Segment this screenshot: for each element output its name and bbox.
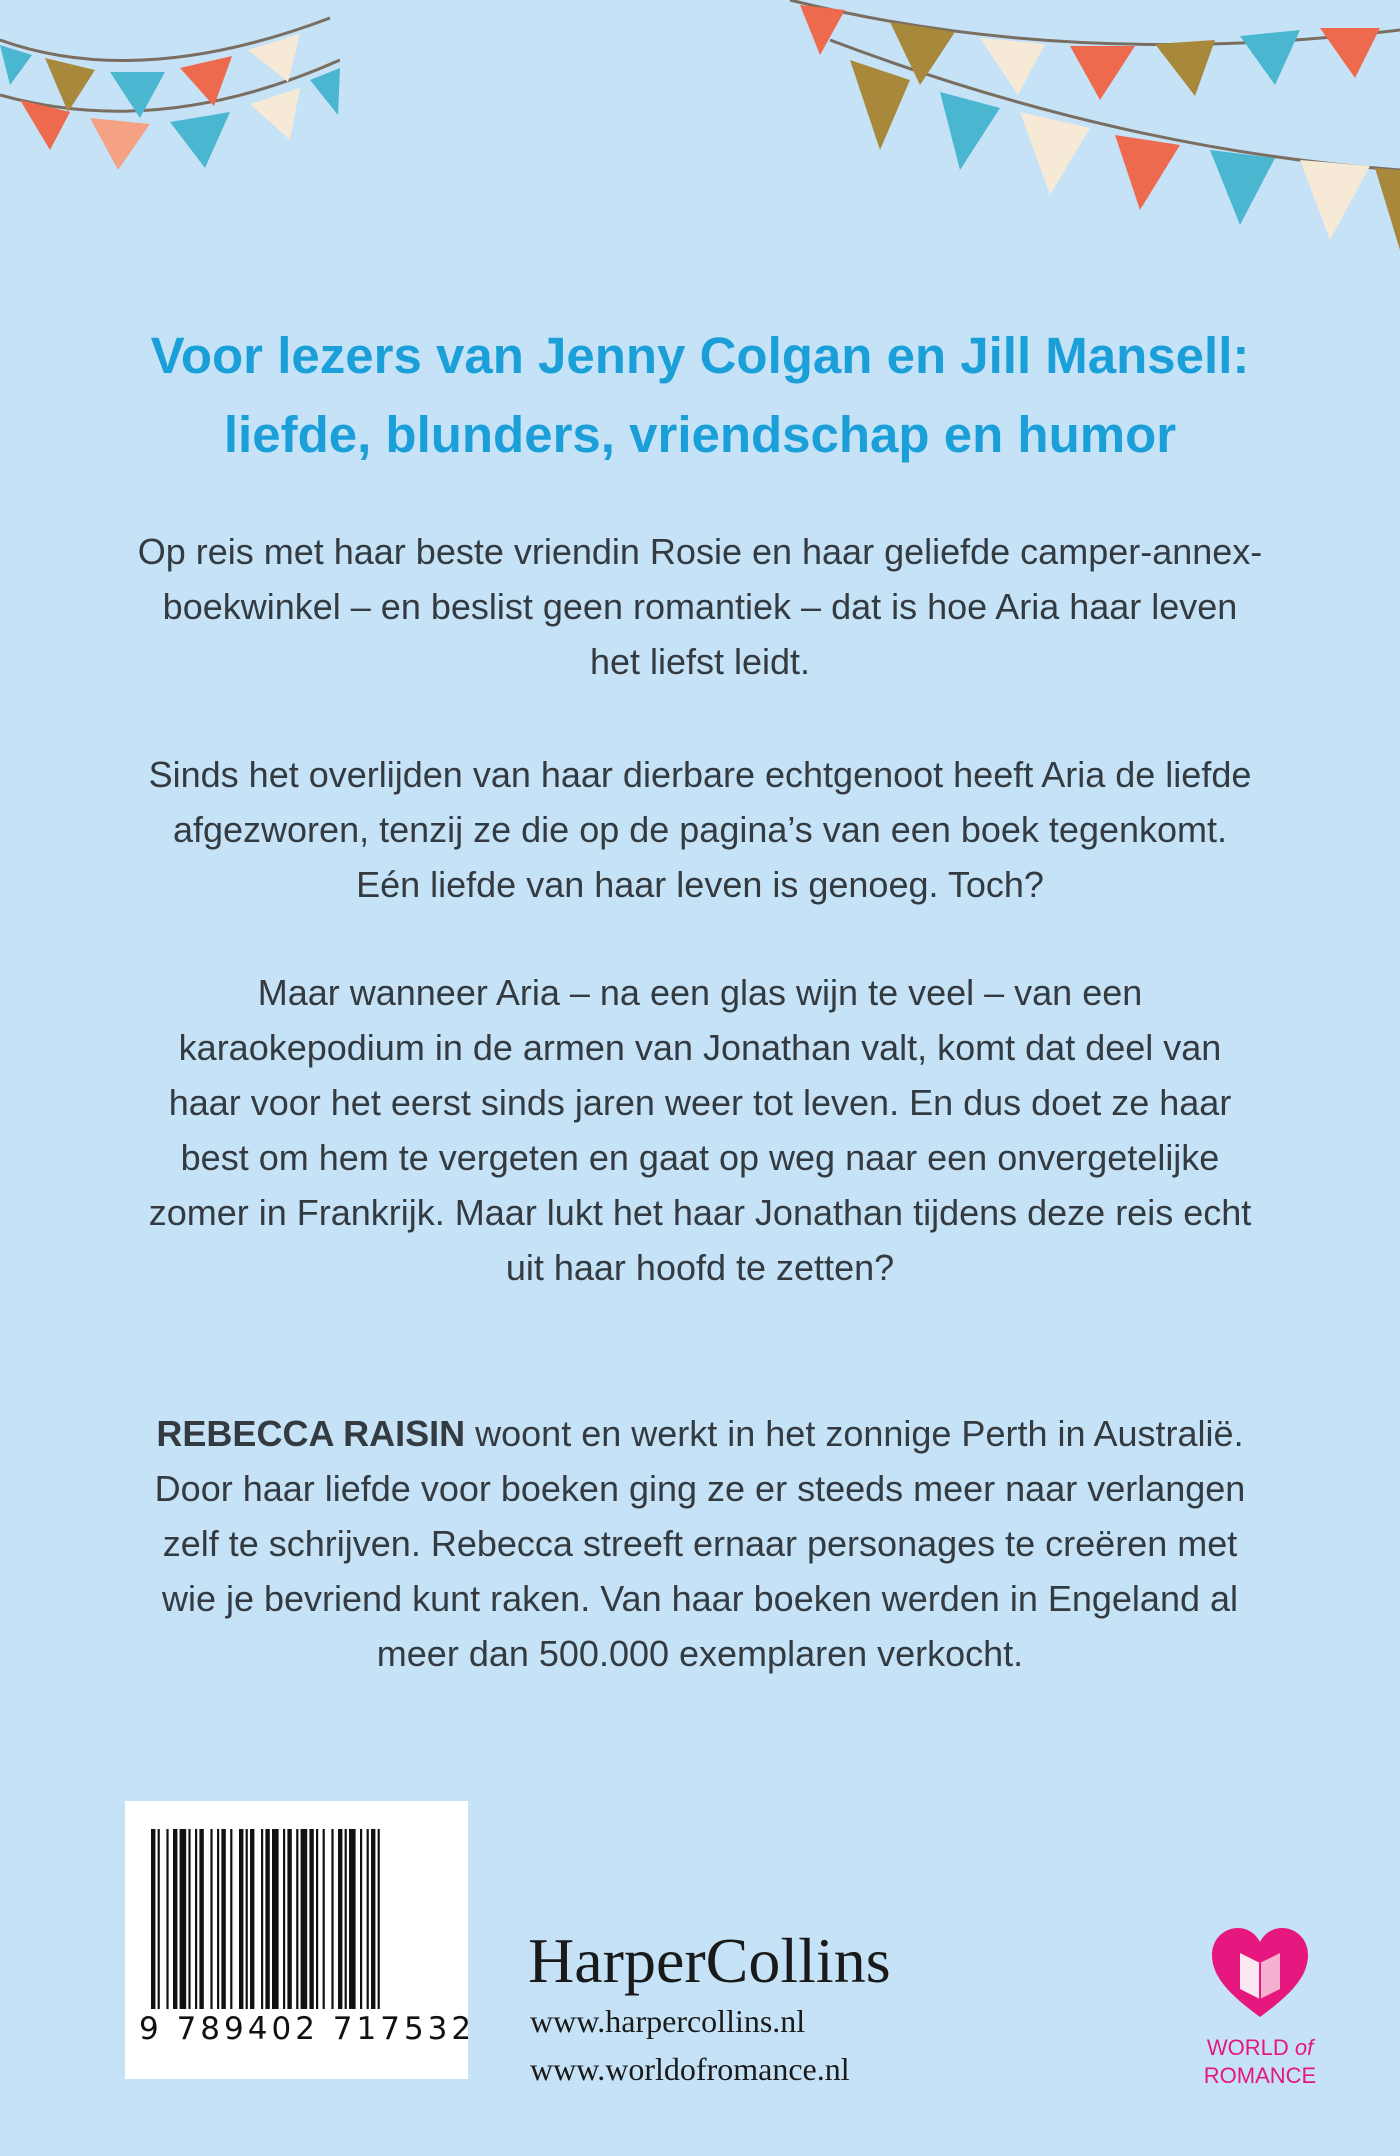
barcode-bar [301,1829,308,2009]
barcode-bar [180,1829,187,2009]
flag [90,118,150,170]
world-of-romance-logo [1195,1925,1325,2095]
flag [1300,160,1370,240]
text-line: Eén liefde van haar leven is genoeg. Toch? [356,864,1044,905]
flag [1155,40,1215,96]
blurb-paragraph-3 [100,965,1300,1295]
barcode-bar [246,1829,248,2009]
author-name: REBECCA RAISIN [156,1413,466,1454]
flag [1070,46,1135,100]
flag [1375,168,1400,250]
flag [45,58,95,112]
barcode-bar [309,1829,313,2009]
barcode-bar [188,1829,190,2009]
flag [800,5,845,55]
barcode-bar [272,1829,279,2009]
logo-text-line [1195,2035,1325,2061]
barcode-bar [331,1829,333,2009]
tagline-line: Voor lezers van Jenny Colgan en Jill Mansell: [150,327,1250,384]
flag [980,38,1045,95]
barcode-bar [296,1829,298,2009]
barcode-bar [316,1829,318,2009]
barcode-bar [265,1829,269,2009]
text-line: Door haar liefde voor boeken ging ze er steeds meer naar verlangen [154,1468,1246,1509]
bunting-decoration-right [770,0,1400,280]
barcode-bar [221,1829,225,2009]
barcode-bar [283,1829,285,2009]
barcode-bar [287,1829,291,2009]
barcode-bars [151,1829,451,2009]
text-line: wie je bevriend kunt raken. Van haar boeken werden in Engeland al [161,1578,1239,1619]
text-line: haar voor het eerst sinds jaren weer tot leven. En dus doet ze haar [168,1082,1232,1123]
logo-word: of [1294,2035,1314,2060]
barcode-bar [345,1829,347,2009]
text-line: zelf te schrijven. Rebecca streeft ernaar personages te creëren met [162,1523,1238,1564]
text-line: Op reis met haar beste vriendin Rosie en haar geliefde camper-annex- [137,531,1263,572]
text-line: boekwinkel – en beslist geen romantiek – dat is hoe Aria haar leven [162,586,1238,627]
text-line: best om hem te vergeten en gaat op weg naar een onvergetelijke [180,1137,1220,1178]
barcode-bar [199,1829,203,2009]
barcode-bar [261,1829,263,2009]
flag [310,68,340,115]
text-line: karaokepodium in de armen van Jonathan valt, komt dat deel van [178,1027,1222,1068]
barcode-bar [371,1829,375,2009]
tagline-line: liefde, blunders, vriendschap en humor [223,406,1177,463]
barcode-bar [338,1829,342,2009]
logo-word: WORLD [1206,2035,1289,2060]
text-line: meer dan 500.000 exemplaren verkocht. [376,1633,1024,1674]
barcode-bar [323,1829,325,2009]
flag [940,92,1000,170]
barcode-bar [250,1829,254,2009]
barcode-digits: 9 789402 717532 [139,2011,476,2047]
flag [1020,112,1090,195]
flag [890,22,955,85]
barcode-bar [210,1829,212,2009]
flag [250,88,300,140]
barcode-bar [239,1829,243,2009]
blurb-paragraph-2 [100,747,1300,912]
tagline [0,316,1400,474]
barcode-bar [158,1829,160,2009]
flag [1115,135,1180,210]
barcode-bar [217,1829,219,2009]
logo-text-line: ROMANCE [1203,2063,1317,2088]
flag [1320,28,1380,78]
barcode-bar [360,1829,362,2009]
barcode-bar [173,1829,177,2009]
bunting-decoration-left [0,0,340,200]
publisher-name: HarperCollins [528,1925,891,1996]
author-bio [100,1406,1300,1681]
barcode-bar [378,1829,380,2009]
author-bio-text: woont en werkt in het zonnige Perth in Australië. [465,1413,1244,1454]
barcode-bar [151,1829,155,2009]
text-line: Sinds het overlijden van haar dierbare echtgenoot heeft Aria de liefde [148,754,1252,795]
text-line: afgezworen, tenzij ze die op de pagina’s van een boek tegenkomt. [172,809,1228,850]
text-line: Maar wanneer Aria – na een glas wijn te veel – van een [257,972,1143,1013]
flag [170,112,230,168]
flag [0,45,32,85]
barcode-bar [195,1829,197,2009]
flag [850,60,910,150]
imprint-url[interactable]: www.worldofromance.nl [530,2051,850,2087]
publisher-url[interactable]: www.harpercollins.nl [530,2003,806,2039]
barcode-bar [367,1829,369,2009]
blurb-paragraph-1 [100,524,1300,689]
flag [1240,30,1300,85]
barcode-bar [230,1829,232,2009]
barcode-bar [166,1829,168,2009]
barcode-bar [349,1829,356,2009]
text-line: zomer in Frankrijk. Maar lukt het haar Jonathan tijdens deze reis echt [148,1192,1252,1233]
heart-book-icon [1210,1925,1310,2025]
text-line: het liefst leidt. [589,641,811,682]
text-line: uit haar hoofd te zetten? [505,1247,895,1288]
barcode [125,1801,476,2079]
flag [1210,150,1275,225]
text-line [100,1406,1300,1461]
